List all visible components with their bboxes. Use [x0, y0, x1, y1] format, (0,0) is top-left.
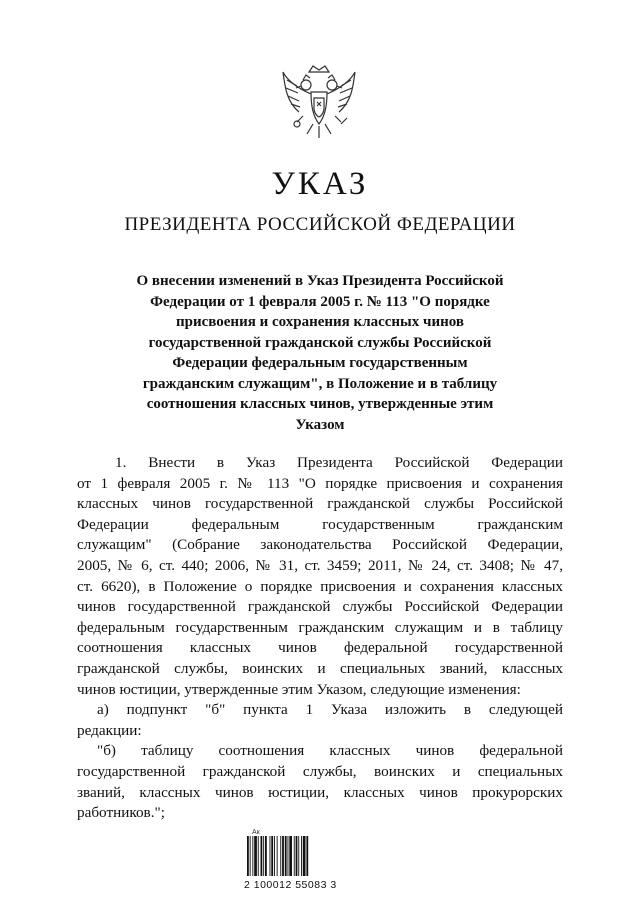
barcode-bar — [294, 836, 295, 876]
body-line: 1. Внести в Указ Президента Российской Федерации — [115, 454, 563, 471]
body-line: "б) таблицу соотношения классных чинов федеральной — [97, 742, 563, 760]
barcode-bar — [265, 836, 267, 876]
body-line: 2005, № 6, ст. 440; 2006, № 31, ст. 3459; 2011, № 24, ст. 3408; № 47, — [77, 556, 563, 574]
heading-line: Указом — [295, 416, 345, 433]
body-line: редакции: — [77, 721, 142, 739]
body-line: от 1 февраля 2005 г. № 113 "О порядке присвоения и сохранения — [77, 474, 563, 492]
barcode-bar — [270, 836, 271, 876]
barcode-bar — [301, 836, 302, 876]
body-line: работников."; — [77, 804, 165, 822]
decree-subtitle: ПРЕЗИДЕНТА РОССИЙСКОЙ ФЕДЕРАЦИИ — [124, 214, 516, 235]
barcode-bar — [303, 836, 306, 876]
barcode-bar — [298, 836, 299, 876]
barcode-bar — [263, 836, 264, 876]
heading-line: Федерации федеральным государственным — [172, 355, 468, 371]
barcode — [246, 836, 326, 876]
body-line: соотношения классных чинов федеральной государственной — [77, 639, 563, 657]
barcode-bar — [288, 836, 289, 876]
body-line: служащим" (Собрание законодательства Российской Федерации, — [77, 536, 563, 554]
body-line: Федерации федеральным государственным гражданским — [77, 515, 563, 533]
barcode-bar — [285, 836, 287, 876]
heading-line: присвоения и сохранения классных чинов — [175, 314, 464, 330]
body-line: ст. 6620), в Положение о порядке присвоения и сохранения классных — [77, 577, 563, 595]
barcode-bar — [254, 836, 257, 876]
body-line: а) подпункт "б" пункта 1 Указа изложить в следующей — [97, 701, 563, 719]
body-line: федеральным государственным гражданским служащим и в таблицу — [77, 618, 563, 636]
barcode-bar — [247, 836, 249, 876]
barcode-bar — [274, 836, 275, 876]
barcode-bar — [261, 836, 263, 876]
barcode-bar — [250, 836, 251, 876]
barcode-bar — [280, 836, 281, 876]
decree-heading — [110, 271, 530, 435]
heading-line: Федерации от 1 февраля 2005 г. № 113 "О порядке — [150, 293, 490, 310]
heading-line: соотношения классных чинов, утвержденные этим — [146, 396, 494, 412]
barcode-bar — [258, 836, 259, 876]
barcode-bar — [296, 836, 298, 876]
decree-body — [77, 453, 563, 824]
barcode-bar — [277, 836, 278, 876]
heading-line: О внесении изменений в Указ Президента Российской — [136, 273, 504, 289]
barcode-bar — [252, 836, 253, 876]
body-line: чинов юстиции, утвержденные этим Указом, следующие изменения: — [77, 680, 521, 698]
body-line: классных чинов государственной гражданской службы Российской — [77, 495, 563, 513]
barcode-bar — [282, 836, 284, 876]
body-line: чинов государственной гражданской службы Российской Федерации — [77, 598, 563, 616]
heading-line: государственной гражданской службы Российской — [148, 334, 492, 351]
registration-stamp — [252, 826, 274, 836]
barcode-bar — [306, 836, 308, 876]
barcode-number: 2 100012 55083 3 — [244, 879, 337, 891]
barcode-bar — [271, 836, 273, 876]
barcode-bar — [289, 836, 292, 876]
stamp-text: Ак — [252, 829, 260, 836]
body-line: званий, классных чинов юстиции, классных чинов прокурорских — [77, 783, 563, 801]
heading-line: гражданским служащим", в Положение и в таблицу — [142, 375, 498, 392]
body-line: гражданской службы, воинских и специальных званий, классных — [77, 659, 563, 677]
russian-coat-of-arms-icon — [273, 58, 365, 150]
decree-title: УКАЗ — [271, 166, 369, 202]
body-line: государственной гражданской службы, воинских и специальных — [77, 762, 563, 780]
